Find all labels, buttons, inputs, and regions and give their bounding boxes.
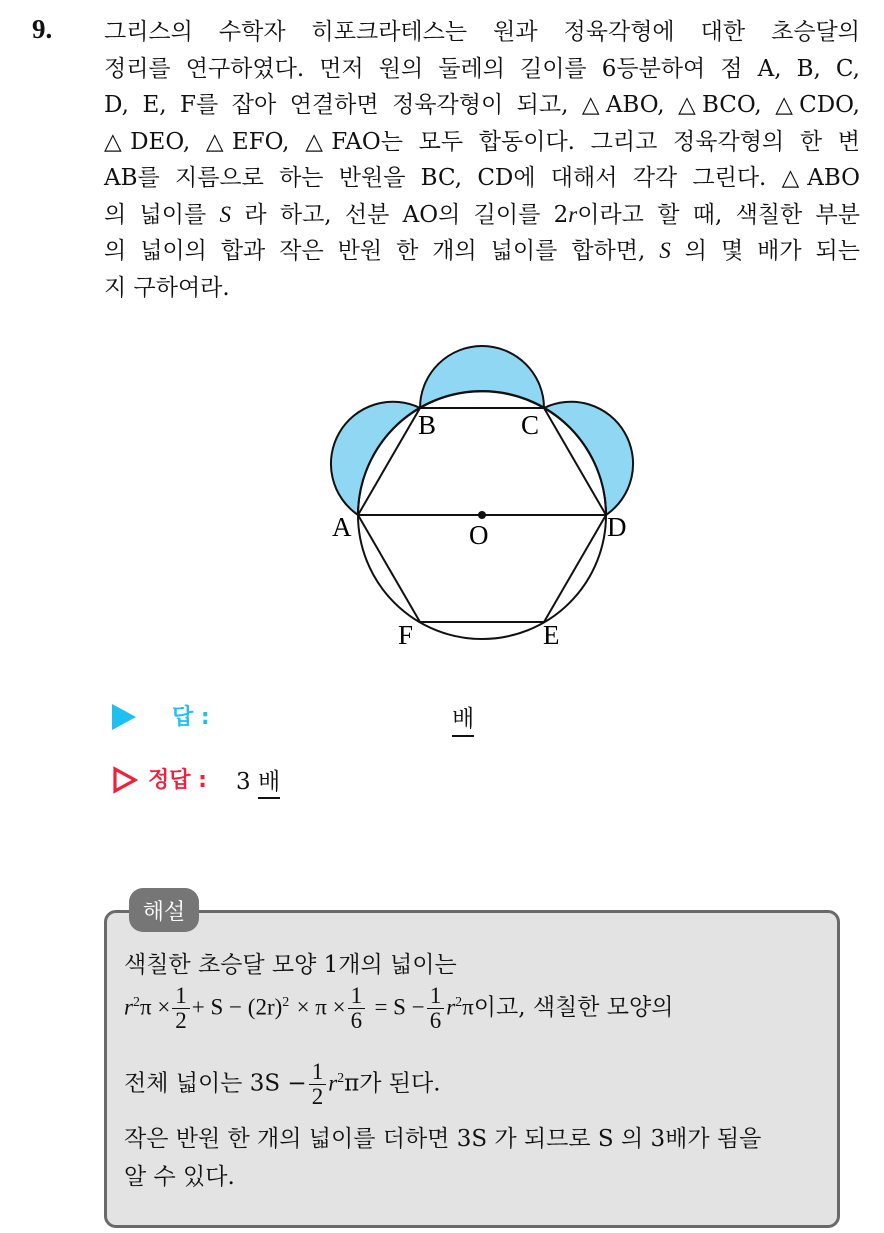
- lune-cd: [544, 402, 633, 515]
- hexagon-lune-figure: [318, 340, 648, 660]
- question-line: 지 구하여라.: [104, 274, 230, 301]
- answer-label: 답 :: [172, 705, 210, 730]
- correct-answer-unit: 배: [258, 769, 280, 799]
- point-label-e: E: [543, 620, 560, 650]
- solution-line: 색칠한 초승달 모양 1개의 넓이는: [124, 952, 457, 978]
- solution-line: [124, 1060, 824, 1120]
- formula-tail: 이고, 색칠한 모양의: [473, 994, 674, 1021]
- fraction-denominator: 2: [311, 1084, 324, 1110]
- question-text: [104, 14, 860, 306]
- point-label-d: D: [607, 512, 627, 542]
- fraction-denominator: 6: [429, 1008, 442, 1034]
- question-line: 그리스의 수학자 히포크라테스는 원과 정육각형에 대한 초승달의: [104, 19, 860, 45]
- lune-ab: [331, 402, 420, 515]
- fraction-numerator: 1: [348, 984, 366, 1009]
- text-run: π가 된다.: [344, 1070, 441, 1097]
- question-line: AB를 지름으로 하는 반원을 BC, CD에 대해서 각각 그린다. △ABO: [104, 165, 860, 191]
- fraction-denominator: 6: [350, 1008, 363, 1034]
- fraction-sixth: [427, 984, 445, 1033]
- center-point: [478, 511, 486, 519]
- text-run: 의 몇 배가 되는: [670, 238, 860, 264]
- text-run: 이라고 할 때, 색칠한 부분: [577, 201, 860, 228]
- point-label-c: C: [521, 410, 540, 440]
- question-number: 9.: [32, 14, 53, 44]
- text-run: 의 넓이를: [104, 201, 220, 228]
- formula-term: r: [446, 994, 456, 1020]
- solution-formula: [124, 984, 824, 1060]
- solution-tab: 해설: [129, 888, 199, 932]
- point-label-f: F: [398, 620, 414, 650]
- solution-line: 작은 반원 한 개의 넓이를 더하면 3S 가 되므로 S 의 3배가 됨을: [124, 1126, 762, 1152]
- play-triangle-icon: [112, 704, 136, 730]
- formula-term: r: [124, 994, 133, 1020]
- variable-s: S: [219, 201, 232, 227]
- fraction-numerator: 1: [309, 1060, 327, 1085]
- fraction-numerator: 1: [427, 984, 445, 1009]
- question-line: △DEO, △EFO, △FAO는 모두 합동이다. 그리고 정육각형의 한 변: [104, 128, 860, 155]
- correct-answer-label: 정답 :: [148, 768, 207, 793]
- fraction-sixth: [348, 984, 366, 1033]
- correct-answer-value: [236, 763, 280, 796]
- correct-answer-number: 3: [236, 769, 251, 795]
- formula-exponent: 2: [282, 995, 290, 1010]
- formula-term: = S −: [374, 994, 425, 1020]
- play-triangle-outline-icon: [112, 766, 138, 794]
- text-run: 의 넓이의 합과 작은 반원 한 개의 넓이를 합하면,: [104, 238, 660, 264]
- solution-body: [124, 946, 824, 1196]
- fraction-numerator: 1: [172, 984, 190, 1009]
- question-line: 정리를 연구하였다. 먼저 원의 둘레의 길이를 6등분하여 점 A, B, C,: [104, 55, 860, 82]
- formula-exponent: 2: [455, 995, 463, 1010]
- fraction-denominator: 2: [175, 1008, 187, 1034]
- formula-exponent: 2: [337, 1071, 345, 1086]
- variable-s: S: [659, 238, 671, 263]
- lunes: [331, 346, 633, 515]
- formula-term: π ×: [139, 994, 171, 1020]
- question-line: D, E, F를 잡아 연결하면 정육각형이 되고, △ABO, △BCO, △CDO,: [104, 92, 860, 118]
- solution-line: 알 수 있다.: [124, 1164, 235, 1190]
- answer-blank[interactable]: 배: [452, 700, 474, 737]
- formula-term: + S − (2r): [191, 994, 283, 1020]
- point-label-a: A: [332, 512, 352, 542]
- fraction-half: [309, 1060, 327, 1109]
- question-line: [104, 233, 860, 270]
- question-line: [104, 197, 860, 234]
- formula-term: π: [462, 994, 474, 1020]
- formula-term: × π ×: [296, 994, 346, 1020]
- text-run: 전체 넓이는 3S −: [124, 1070, 307, 1097]
- formula-term: r: [328, 1070, 338, 1096]
- formula-exponent: 2: [132, 995, 140, 1010]
- point-label-o: O: [469, 520, 489, 550]
- point-label-b: B: [418, 410, 437, 440]
- fraction-half: [172, 984, 190, 1033]
- variable-r: r: [568, 201, 578, 227]
- text-run: 라 하고, 선분 AO의 길이를 2: [231, 201, 569, 228]
